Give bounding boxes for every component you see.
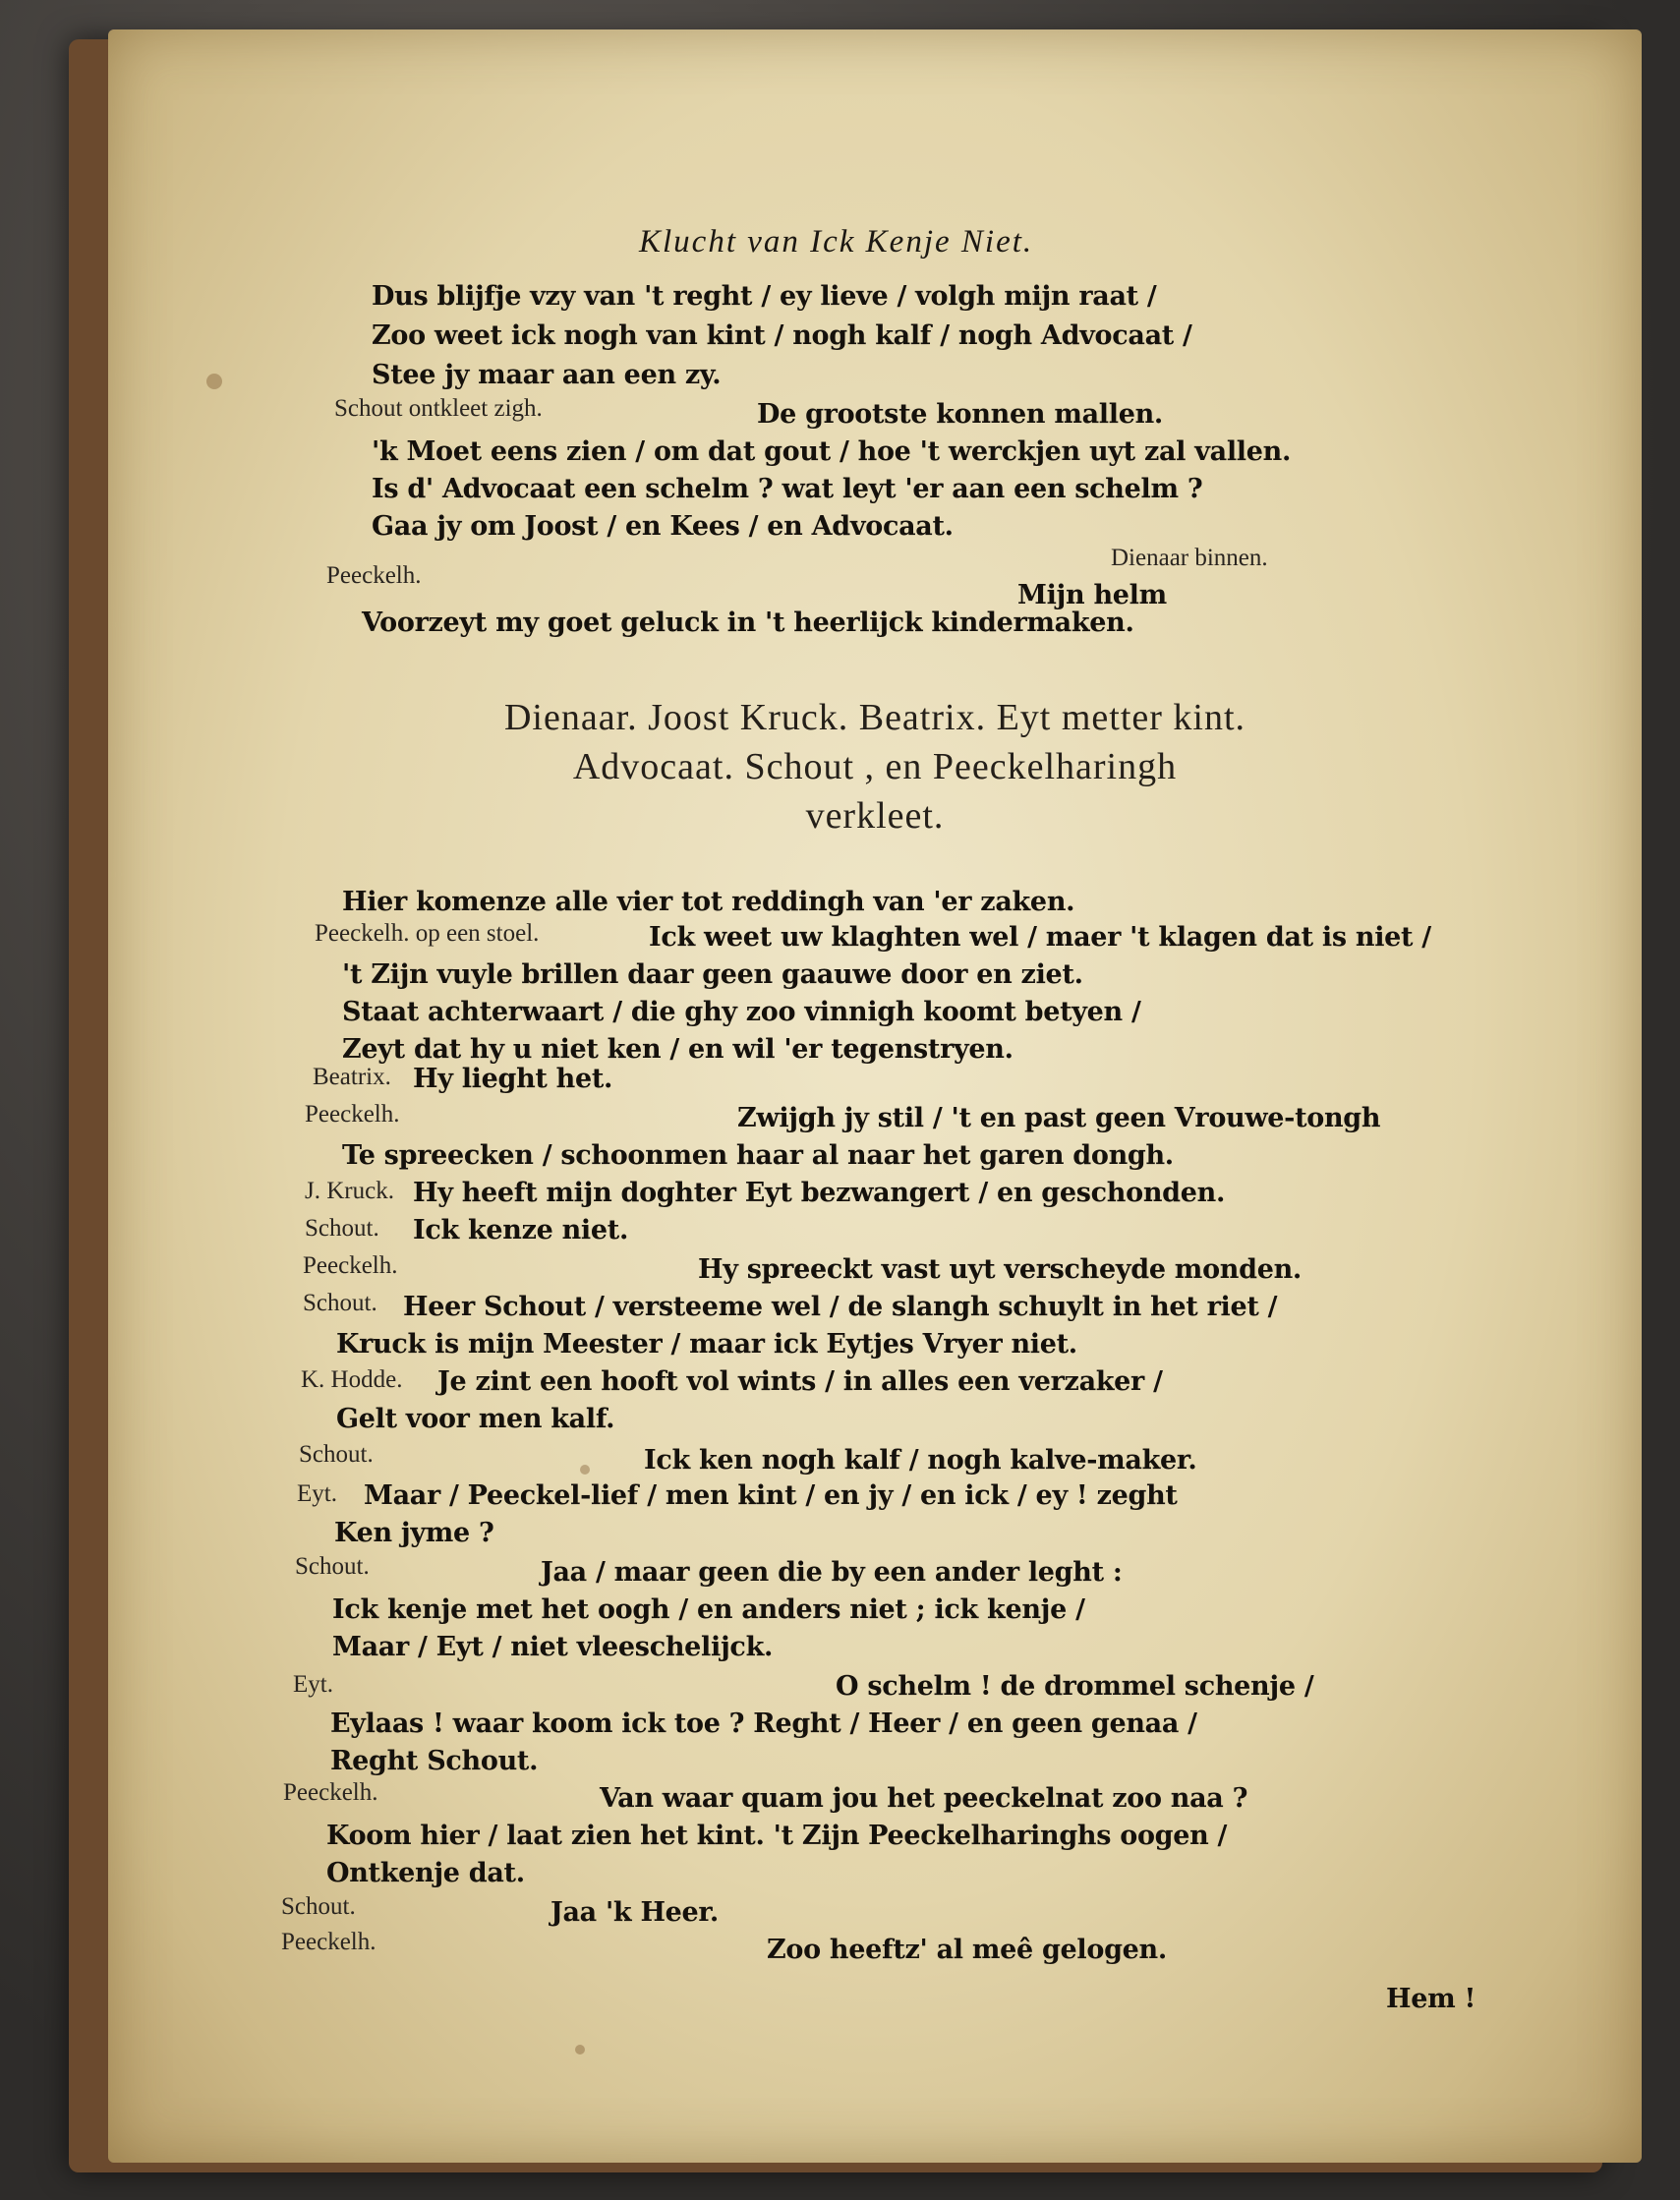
verse-line: Zwijgh jy stil / 't en past geen Vrouwe-tongh xyxy=(737,1103,1381,1133)
speaker-name: Schout. xyxy=(295,1553,370,1580)
verse-line: Eylaas ! waar koom ick toe ? Reght / Heer / en geen genaa / xyxy=(330,1708,1197,1739)
speaker-name: J. Kruck. xyxy=(305,1178,394,1204)
scene-heading: Dienaar. Joost Kruck. Beatrix. Eyt metter kint. xyxy=(503,697,1246,738)
speaker-name: Peeckelh. xyxy=(281,1929,377,1955)
stage-direction: Schout ontkleet zigh. xyxy=(334,395,543,422)
verse-line: Hier komenze alle vier tot reddingh van 'er zaken. xyxy=(342,887,1075,917)
verse-line: Dus blijfje vzy van 't reght / ey lieve / volgh mijn raat / xyxy=(372,281,1157,312)
verse-line: Zoo weet ick nogh van kint / nogh kalf / nogh Advocaat / xyxy=(372,320,1192,351)
scene-heading: Advocaat. Schout , en Peeckelharingh xyxy=(572,746,1178,787)
verse-line: Maar / Eyt / niet vleeschelijck. xyxy=(332,1632,774,1662)
stain-spot xyxy=(206,374,222,389)
verse-line: Mijn helm xyxy=(1017,580,1167,610)
speaker-name: Peeckelh. op een stoel. xyxy=(315,920,540,947)
verse-line: Hy heeft mijn doghter Eyt bezwangert / en geschonden. xyxy=(413,1178,1226,1208)
verse-line: Is d' Advocaat een schelm ? wat leyt 'er aan een schelm ? xyxy=(372,474,1203,504)
speaker-name: Schout. xyxy=(299,1441,374,1468)
speaker-name: Schout. xyxy=(281,1893,356,1920)
verse-line: Zeyt dat hy u niet ken / en wil 'er tegenstryen. xyxy=(342,1034,1014,1065)
book-page xyxy=(108,29,1642,2163)
stage-direction: Dienaar binnen. xyxy=(1111,545,1268,571)
verse-line: Zoo heeftz' al meê gelogen. xyxy=(767,1935,1167,1965)
verse-line: Koom hier / laat zien het kint. 't Zijn Peeckelharinghs oogen / xyxy=(326,1821,1228,1851)
verse-line: Reght Schout. xyxy=(330,1746,539,1776)
verse-line: Jaa / maar geen die by een ander leght : xyxy=(541,1557,1123,1588)
verse-line: Ken jyme ? xyxy=(334,1518,494,1548)
verse-line: Kruck is mijn Meester / maar ick Eytjes Vryer niet. xyxy=(336,1329,1077,1360)
verse-line: Staat achterwaart / die ghy zoo vinnigh koomt betyen / xyxy=(342,997,1141,1027)
speaker-name: Peeckelh. xyxy=(303,1252,398,1279)
running-head: Klucht van Ick Kenje Niet. xyxy=(639,224,1034,260)
verse-line: Hy lieght het. xyxy=(413,1064,613,1094)
verse-line: O schelm ! de drommel schenje / xyxy=(836,1671,1314,1702)
verse-line: Ick kenje met het oogh / en anders niet ; ick kenje / xyxy=(332,1594,1085,1625)
speaker-name: Eyt. xyxy=(297,1480,337,1507)
verse-line: Jaa 'k Heer. xyxy=(550,1897,719,1928)
verse-line: Stee jy maar aan een zy. xyxy=(372,360,722,390)
verse-line: Ick weet uw klaghten wel / maer 't klagen dat is niet / xyxy=(649,922,1431,953)
verse-line: Ick ken nogh kalf / nogh kalve-maker. xyxy=(644,1445,1197,1476)
verse-line: Voorzeyt my goet geluck in 't heerlijck kindermaken. xyxy=(362,608,1134,638)
verse-line: Van waar quam jou het peeckelnat zoo naa ? xyxy=(600,1783,1248,1814)
verse-line: Ontkenje dat. xyxy=(326,1858,525,1888)
speaker-name: Eyt. xyxy=(293,1671,333,1698)
verse-line: De grootste konnen mallen. xyxy=(757,399,1164,430)
verse-line: Je zint een hooft vol wints / in alles een verzaker / xyxy=(437,1366,1163,1397)
verse-line: Gaa jy om Joost / en Kees / en Advocaat. xyxy=(372,511,954,542)
speaker-name: Beatrix. xyxy=(313,1064,391,1090)
speaker-name: Schout. xyxy=(303,1290,377,1316)
verse-line: 't Zijn vuyle brillen daar geen gaauwe door en ziet. xyxy=(342,959,1083,990)
speaker-name: Peeckelh. xyxy=(305,1101,400,1128)
verse-line: Ick kenze niet. xyxy=(413,1215,629,1245)
speaker-name: Schout. xyxy=(305,1215,379,1242)
verse-line: 'k Moet eens zien / om dat gout / hoe 't werckjen uyt zal vallen. xyxy=(372,436,1292,467)
verse-line: Heer Schout / versteeme wel / de slangh schuylt in het riet / xyxy=(403,1292,1278,1322)
speaker-name: Peeckelh. xyxy=(283,1779,378,1806)
stain-spot xyxy=(575,2045,585,2055)
catchword: Hem ! xyxy=(1386,1984,1477,2014)
verse-line: Te spreecken / schoonmen haar al naar het garen dongh. xyxy=(342,1140,1174,1171)
verse-line: Hy spreeckt vast uyt verscheyde monden. xyxy=(698,1254,1303,1285)
stain-spot xyxy=(580,1465,590,1475)
verse-line: Maar / Peeckel-lief / men kint / en jy / en ick / ey ! zeght xyxy=(364,1480,1178,1511)
verse-line: Gelt voor men kalf. xyxy=(336,1404,615,1434)
speaker-name: Peeckelh. xyxy=(326,562,422,589)
speaker-name: K. Hodde. xyxy=(301,1366,403,1393)
scene-heading: verkleet. xyxy=(805,795,945,837)
